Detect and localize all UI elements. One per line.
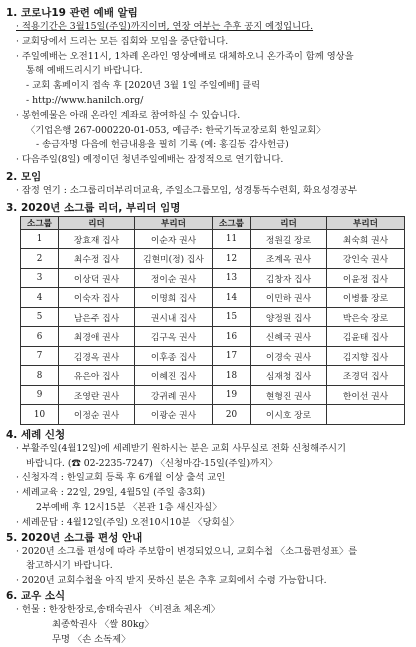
column-header: 부리더 — [327, 216, 405, 229]
group-number-cell: 19 — [213, 385, 251, 405]
table-row — [21, 307, 405, 327]
table-row — [21, 229, 405, 249]
name-cell: 이광순 권사 — [135, 405, 213, 425]
table-row — [21, 385, 405, 405]
section-title: 5. 2020년 소그룹 편성 안내 — [6, 531, 143, 544]
section-leaders — [6, 201, 410, 425]
section-meetings — [6, 170, 410, 199]
name-cell: 현형진 권사 — [251, 385, 327, 405]
section-title: 6. 교우 소식 — [6, 589, 66, 602]
notice-line: · 세례교육 : 22일, 29일, 4월5일 (주일 총3회) — [16, 487, 206, 499]
notice-line: 최종학권사 〈쌀 80kg〉 — [52, 618, 154, 630]
name-cell: 신혜국 권사 — [251, 327, 327, 347]
leader-table — [20, 216, 405, 425]
group-number-cell: 8 — [21, 366, 59, 386]
name-cell: 강귀례 권사 — [135, 385, 213, 405]
name-cell: 정이순 권사 — [135, 268, 213, 288]
group-number-cell: 9 — [21, 385, 59, 405]
name-cell — [327, 405, 405, 425]
notice-line: · 봉헌예물은 아래 온라인 계좌로 참여하실 수 있습니다. — [16, 109, 241, 121]
name-cell: 강인숙 권사 — [327, 249, 405, 269]
group-number-cell: 5 — [21, 307, 59, 327]
section-member-news — [6, 589, 410, 647]
notice-line: 바랍니다. (☎ 02-2235-7247) 〈신청마감-15일(주일)까지〉 — [26, 457, 278, 469]
name-cell: 한이선 권사 — [327, 385, 405, 405]
group-number-cell: 17 — [213, 346, 251, 366]
name-cell: 이경숙 권사 — [251, 346, 327, 366]
group-number-cell: 14 — [213, 288, 251, 308]
notice-line: 무명 〈손 소독제〉 — [52, 633, 131, 645]
name-cell: 이후종 집사 — [135, 346, 213, 366]
section-title: 4. 세례 신청 — [6, 428, 66, 441]
name-cell: 이시호 장로 — [251, 405, 327, 425]
column-header: 리더 — [251, 216, 327, 229]
table-row — [21, 249, 405, 269]
section-title: 3. 2020년 소그룹 리더, 부리더 임명 — [6, 201, 181, 214]
notice-line: 통해 예배드리시기 바랍니다. — [26, 65, 143, 77]
group-number-cell: 6 — [21, 327, 59, 347]
name-cell: 이명희 집사 — [135, 288, 213, 308]
notice-line: 참고하시기 바랍니다. — [26, 560, 113, 572]
notice-line: - 송금자명 다음에 헌금내용을 필히 기록 (예: 홍길동 감사헌금) — [36, 139, 289, 151]
name-cell: 이혜진 집사 — [135, 366, 213, 386]
notice-line: · 주일예배는 오전11시, 1차례 온라인 영상예배로 대체하오니 온가족이 함께 영상을 — [16, 50, 354, 62]
table-row — [21, 288, 405, 308]
group-number-cell: 13 — [213, 268, 251, 288]
name-cell: 이상덕 권사 — [59, 268, 135, 288]
column-header: 부리더 — [135, 216, 213, 229]
name-cell: 김창자 집사 — [251, 268, 327, 288]
table-row — [21, 366, 405, 386]
name-cell: 최수정 집사 — [59, 249, 135, 269]
notice-line: · 교회당에서 드리는 모든 집회와 모임을 중단합니다. — [16, 35, 229, 47]
name-cell: 김경옥 권사 — [59, 346, 135, 366]
column-header: 소그룹 — [21, 216, 59, 229]
name-cell: 김현미(정) 집사 — [135, 249, 213, 269]
name-cell: 이병률 장로 — [327, 288, 405, 308]
name-cell: 권시내 집사 — [135, 307, 213, 327]
name-cell: 심재청 집사 — [251, 366, 327, 386]
name-cell: 김윤태 집사 — [327, 327, 405, 347]
column-header: 리더 — [59, 216, 135, 229]
name-cell: 장효재 집사 — [59, 229, 135, 249]
column-header: 소그룹 — [213, 216, 251, 229]
section-baptism — [6, 428, 410, 531]
notice-line: 〈기업은행 267-000220-01-053, 예금주: 한국기독교장로회 한일교회〉 — [26, 124, 326, 136]
group-number-cell: 20 — [213, 405, 251, 425]
notice-line: · 부활주일(4월12일)에 세례받기 원하시는 분은 교회 사무실로 전화 신청해주시기 — [16, 442, 347, 454]
section-title: 1. 코로나19 관련 예배 알림 — [6, 7, 138, 19]
group-number-cell: 3 — [21, 268, 59, 288]
group-number-cell: 15 — [213, 307, 251, 327]
name-cell: 유은아 집사 — [59, 366, 135, 386]
notice-line: · 적용기간은 3월15일(주일)까지이며, 연장 여부는 추후 공지 예정입니다. — [16, 21, 314, 32]
name-cell: 최숙희 권사 — [327, 229, 405, 249]
group-number-cell: 4 — [21, 288, 59, 308]
notice-line: 2부예배 후 12시15분 〈본관 1층 새신자실〉 — [36, 501, 222, 513]
notice-line: · 신청자격 : 한일교회 등록 후 6개월 이상 출석 교인 — [16, 472, 226, 484]
name-cell: 정원길 장로 — [251, 229, 327, 249]
notice-line: · 2020년 소그룹 편성에 따라 주보함이 변경되었으니, 교회수첩 〈소그룹편성표〉를 — [16, 545, 358, 557]
name-cell: 남은주 집사 — [59, 307, 135, 327]
name-cell: 이윤정 집사 — [327, 268, 405, 288]
name-cell: 이숙자 집사 — [59, 288, 135, 308]
notice-line: · 잠정 연기 : 소그룹리더부리더교육, 주일소그룹모임, 성경통독수련회, 화요성경공부 — [16, 184, 357, 196]
group-number-cell: 10 — [21, 405, 59, 425]
notice-line: · 세례문답 : 4월12일(주일) 오전10시10분 〈당회실〉 — [16, 516, 239, 528]
name-cell: 조영란 권사 — [59, 385, 135, 405]
group-number-cell: 2 — [21, 249, 59, 269]
name-cell: 박은숙 장로 — [327, 307, 405, 327]
name-cell: 최경애 권사 — [59, 327, 135, 347]
group-number-cell: 12 — [213, 249, 251, 269]
notice-line: · 2020년 교회수첩을 아직 받지 못하신 분은 추후 교회에서 수령 가능합니다. — [16, 575, 327, 587]
name-cell: 조계옥 권사 — [251, 249, 327, 269]
table-row — [21, 346, 405, 366]
bulletin-page — [6, 6, 410, 647]
notice-line: - 교회 홈페이지 접속 후 [2020년 3월 1일 주일예배] 클릭 — [26, 80, 261, 92]
notice-line: · 헌물 : 한장한장로,송태숙권사 〈비젼쵸 체온계〉 — [16, 603, 221, 615]
group-number-cell: 1 — [21, 229, 59, 249]
section-title: 2. 모임 — [6, 170, 42, 183]
table-row — [21, 268, 405, 288]
group-number-cell: 7 — [21, 346, 59, 366]
notice-line: · 다음주일(8일) 예정이던 청년주일예배는 잠정적으로 연기합니다. — [16, 154, 284, 166]
section-smallgroup-info — [6, 531, 410, 589]
table-row — [21, 327, 405, 347]
group-number-cell: 11 — [213, 229, 251, 249]
name-cell: 이정순 권사 — [59, 405, 135, 425]
table-row — [21, 405, 405, 425]
table-header-row — [21, 216, 405, 229]
name-cell: 조경덕 집사 — [327, 366, 405, 386]
name-cell: 이순자 권사 — [135, 229, 213, 249]
homepage-link[interactable]: - http://www.hanilch.org/ — [26, 94, 144, 106]
name-cell: 양정원 집사 — [251, 307, 327, 327]
group-number-cell: 16 — [213, 327, 251, 347]
name-cell: 김구옥 권사 — [135, 327, 213, 347]
name-cell: 이민하 권사 — [251, 288, 327, 308]
group-number-cell: 18 — [213, 366, 251, 386]
name-cell: 김지향 집사 — [327, 346, 405, 366]
section-covid-notice — [6, 6, 410, 168]
